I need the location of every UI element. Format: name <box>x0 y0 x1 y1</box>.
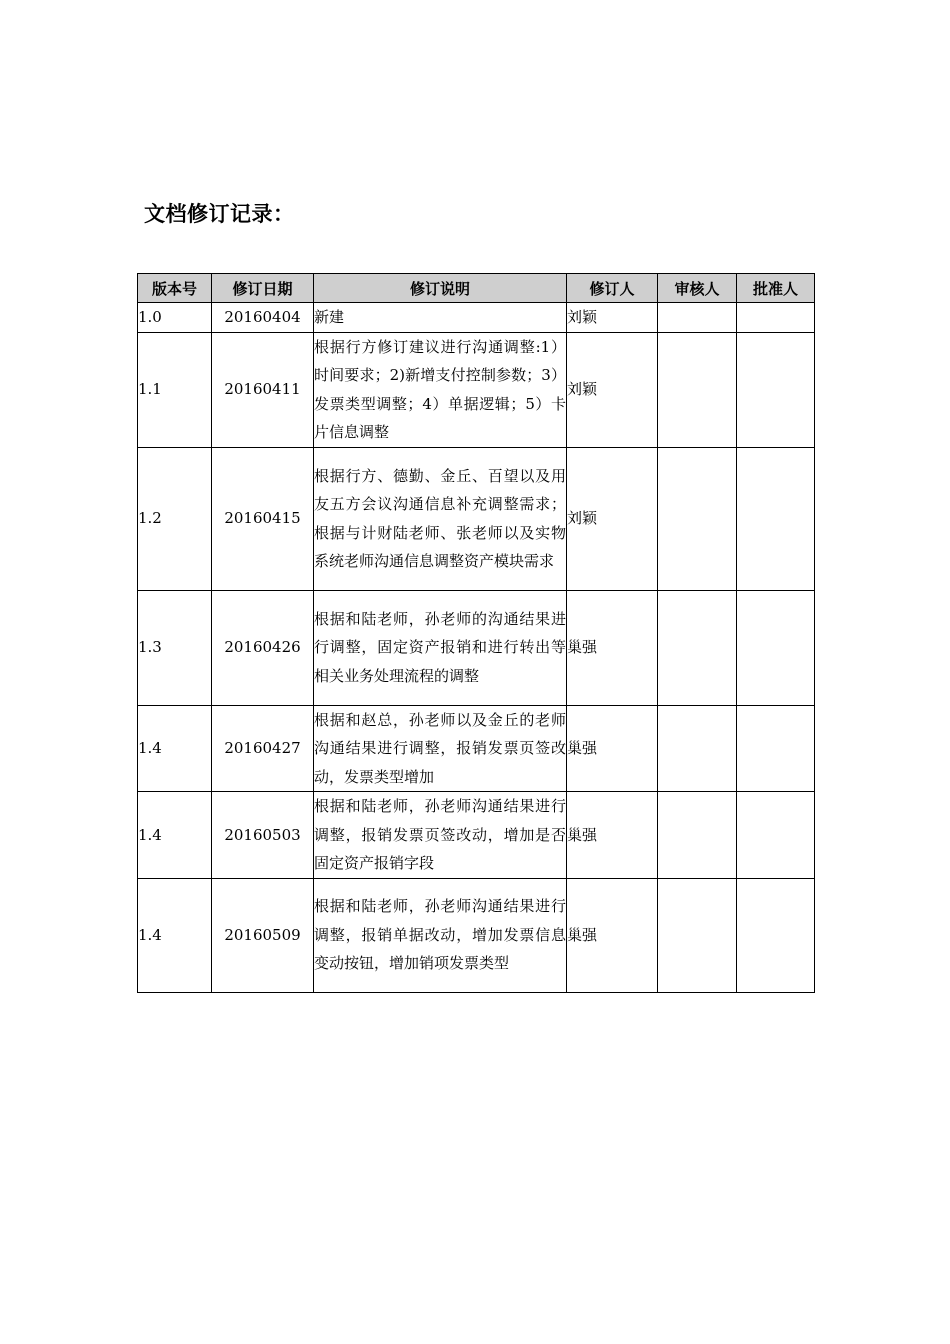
table-row <box>138 332 815 447</box>
date-cell: 20160404 <box>212 303 314 333</box>
document-title: 文档修订记录： <box>144 202 295 226</box>
revision-history-table <box>137 273 815 993</box>
table-row <box>138 303 815 333</box>
reviewer-cell <box>658 590 737 705</box>
date-cell: 20160503 <box>212 792 314 879</box>
table-header-row <box>138 274 815 303</box>
header-reviewer: 审核人 <box>658 274 737 303</box>
date-cell: 20160427 <box>212 705 314 792</box>
version-cell: 1.1 <box>138 332 212 447</box>
version-cell: 1.0 <box>138 303 212 333</box>
header-approver: 批准人 <box>737 274 815 303</box>
reviser-cell: 刘颖 <box>567 332 658 447</box>
reviewer-cell <box>658 705 737 792</box>
reviser-cell: 刘颖 <box>567 447 658 590</box>
reviewer-cell <box>658 792 737 879</box>
reviser-cell: 刘颖 <box>567 303 658 333</box>
header-reviser: 修订人 <box>567 274 658 303</box>
header-date: 修订日期 <box>212 274 314 303</box>
description-cell: 根据和陆老师，孙老师沟通结果进行调整，报销发票页签改动，增加是否固定资产报销字段 <box>314 792 567 879</box>
description-cell: 根据和陆老师，孙老师的沟通结果进行调整，固定资产报销和进行转出等相关业务处理流程的调整 <box>314 590 567 705</box>
approver-cell <box>737 332 815 447</box>
description-cell: 根据和赵总，孙老师以及金丘的老师沟通结果进行调整，报销发票页签改动，发票类型增加 <box>314 705 567 792</box>
version-cell: 1.4 <box>138 792 212 879</box>
approver-cell <box>737 303 815 333</box>
description-cell: 根据和陆老师，孙老师沟通结果进行调整，报销单据改动，增加发票信息变动按钮，增加销项发票类型 <box>314 878 567 992</box>
version-cell: 1.4 <box>138 878 212 992</box>
approver-cell <box>737 792 815 879</box>
approver-cell <box>737 590 815 705</box>
description-cell: 新建 <box>314 303 567 333</box>
reviewer-cell <box>658 447 737 590</box>
date-cell: 20160426 <box>212 590 314 705</box>
approver-cell <box>737 447 815 590</box>
reviser-cell: 巢强 <box>567 878 658 992</box>
table-row <box>138 590 815 705</box>
reviser-cell: 巢强 <box>567 590 658 705</box>
description-cell: 根据行方、德勤、金丘、百望以及用友五方会议沟通信息补充调整需求；根据与计财陆老师、张老师以及实物系统老师沟通信息调整资产模块需求 <box>314 447 567 590</box>
date-cell: 20160411 <box>212 332 314 447</box>
table-row <box>138 878 815 992</box>
table-row <box>138 792 815 879</box>
reviewer-cell <box>658 878 737 992</box>
table-row <box>138 447 815 590</box>
header-description: 修订说明 <box>314 274 567 303</box>
version-cell: 1.3 <box>138 590 212 705</box>
reviewer-cell <box>658 332 737 447</box>
date-cell: 20160415 <box>212 447 314 590</box>
reviser-cell: 巢强 <box>567 705 658 792</box>
description-cell: 根据行方修订建议进行沟通调整:1）时间要求；2)新增支付控制参数；3）发票类型调整；4）单据逻辑；5）卡片信息调整 <box>314 332 567 447</box>
version-cell: 1.4 <box>138 705 212 792</box>
approver-cell <box>737 705 815 792</box>
date-cell: 20160509 <box>212 878 314 992</box>
version-cell: 1.2 <box>138 447 212 590</box>
reviewer-cell <box>658 303 737 333</box>
table-row <box>138 705 815 792</box>
reviser-cell: 巢强 <box>567 792 658 879</box>
header-version: 版本号 <box>138 274 212 303</box>
approver-cell <box>737 878 815 992</box>
